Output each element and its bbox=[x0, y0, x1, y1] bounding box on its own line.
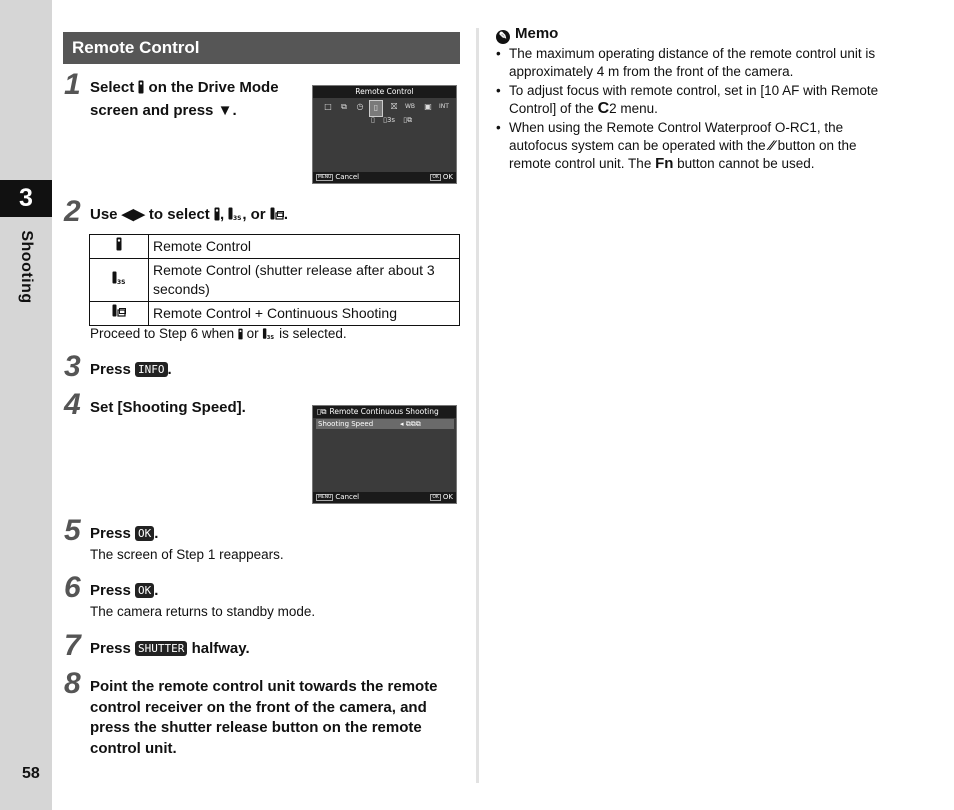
mode-cell: ◷ bbox=[356, 102, 364, 111]
step-8-text: Point the remote control unit towards the remote control receiver on the front of the camera, and press the shutter release button on the remote control unit. bbox=[90, 678, 438, 757]
step-5-note: The screen of Step 1 reappears. bbox=[90, 547, 284, 562]
step-number: 5 bbox=[64, 514, 81, 547]
screen-title: ▯⧉ Remote Continuous Shooting bbox=[313, 406, 456, 418]
ok-button-icon: OK bbox=[135, 526, 154, 541]
chapter-side-tab bbox=[0, 0, 52, 810]
table-row bbox=[90, 259, 460, 302]
step-7-text: Press SHUTTER halfway. bbox=[90, 640, 250, 657]
remote-icon bbox=[90, 235, 149, 259]
column-divider bbox=[476, 28, 479, 783]
sub-mode-row bbox=[371, 116, 418, 125]
remote-3s-icon bbox=[228, 207, 242, 228]
left-right-arrows: ◀▶ bbox=[121, 206, 145, 223]
step-number: 1 bbox=[64, 68, 81, 101]
memo-pencil-icon: ✎ bbox=[496, 30, 510, 44]
step-2-note: Proceed to Step 6 when or 3S is selected. bbox=[90, 325, 347, 344]
table-row bbox=[90, 235, 460, 259]
step-number: 6 bbox=[64, 571, 81, 604]
table-row bbox=[90, 302, 460, 326]
list-item: • The maximum operating distance of the remote control unit is approximately 4 m from the front of the camera. bbox=[496, 45, 896, 82]
list-item: • To adjust focus with remote control, set in [10 AF with Remote Control] of the C2 menu. bbox=[496, 82, 896, 119]
step-number: 7 bbox=[64, 629, 81, 662]
mode-description: Remote Control + Continuous Shooting bbox=[149, 302, 460, 326]
info-button-icon: INFO bbox=[135, 362, 168, 377]
camera-screen-drive-mode bbox=[312, 85, 457, 184]
chapter-number: 3 bbox=[0, 180, 52, 217]
mode-cell: WB bbox=[404, 103, 416, 110]
drive-mode-row bbox=[317, 100, 457, 114]
mode-table bbox=[89, 234, 460, 326]
custom-menu-icon: C bbox=[597, 100, 610, 118]
step-6-text: Press OK . bbox=[90, 582, 159, 599]
memo-list bbox=[496, 45, 896, 174]
remote-continuous-icon bbox=[90, 302, 149, 326]
mode-cell: INT bbox=[439, 103, 449, 110]
mode-cell-selected: ▯ bbox=[369, 100, 383, 117]
step-3-text: Press INFO . bbox=[90, 361, 172, 378]
step-1-text: Select on the Drive Mode screen and press ▼. bbox=[90, 79, 279, 119]
screen-footer: MENU Cancel OK OK bbox=[313, 492, 456, 503]
mode-description: Remote Control (shutter release after about 3 seconds) bbox=[149, 259, 460, 302]
chapter-label: Shooting bbox=[18, 230, 35, 304]
shutter-button-icon: SHUTTER bbox=[135, 641, 187, 656]
step-5-text: Press OK . bbox=[90, 525, 159, 542]
step-number: 3 bbox=[64, 350, 81, 383]
screen-footer: MENU Cancel OK OK bbox=[313, 172, 456, 183]
svg-text:3S: 3S bbox=[267, 335, 275, 340]
mode-cell: ⛝ bbox=[390, 102, 398, 111]
camera-screen-shooting-speed bbox=[312, 405, 457, 504]
shooting-speed-row: Shooting Speed ◂ ⧉⧉⧉ bbox=[316, 419, 454, 429]
af-button-icon: ⁄⁄ bbox=[769, 138, 774, 154]
remote-continuous-icon bbox=[270, 207, 284, 228]
section-title: Remote Control bbox=[63, 32, 460, 64]
remote-3s-icon bbox=[90, 259, 149, 302]
sub-mode: ▯ bbox=[371, 116, 375, 124]
mode-cell: ▣ bbox=[424, 102, 432, 111]
fn-button-icon: Fn bbox=[655, 155, 674, 173]
mode-cell: □ bbox=[324, 102, 332, 111]
step-number: 4 bbox=[64, 388, 81, 421]
remote-3s-icon bbox=[262, 327, 275, 344]
ok-button-icon: OK bbox=[135, 583, 154, 598]
sub-mode: ▯⧉ bbox=[403, 116, 413, 124]
mode-description: Remote Control bbox=[149, 235, 460, 259]
step-4-text: Set [Shooting Speed]. bbox=[90, 399, 246, 416]
step-6-note: The camera returns to standby mode. bbox=[90, 604, 316, 619]
step-number: 8 bbox=[64, 667, 81, 700]
step-2-text: Use ◀▶ to select , 3S , or . bbox=[90, 205, 460, 228]
list-item: • When using the Remote Control Waterproof O-RC1, the autofocus system can be operated with the ⁄⁄ button on the remote control unit. The Fn button cannot be used. bbox=[496, 119, 896, 174]
page-number: 58 bbox=[22, 765, 40, 782]
step-number: 2 bbox=[64, 195, 81, 228]
sub-mode: ▯3s bbox=[383, 116, 396, 124]
memo-heading: ✎ Memo bbox=[496, 25, 558, 44]
mode-cell: ⧉ bbox=[341, 102, 347, 111]
screen-title: Remote Control bbox=[313, 86, 456, 98]
svg-text:3S: 3S bbox=[117, 278, 126, 285]
svg-text:3S: 3S bbox=[233, 215, 242, 221]
